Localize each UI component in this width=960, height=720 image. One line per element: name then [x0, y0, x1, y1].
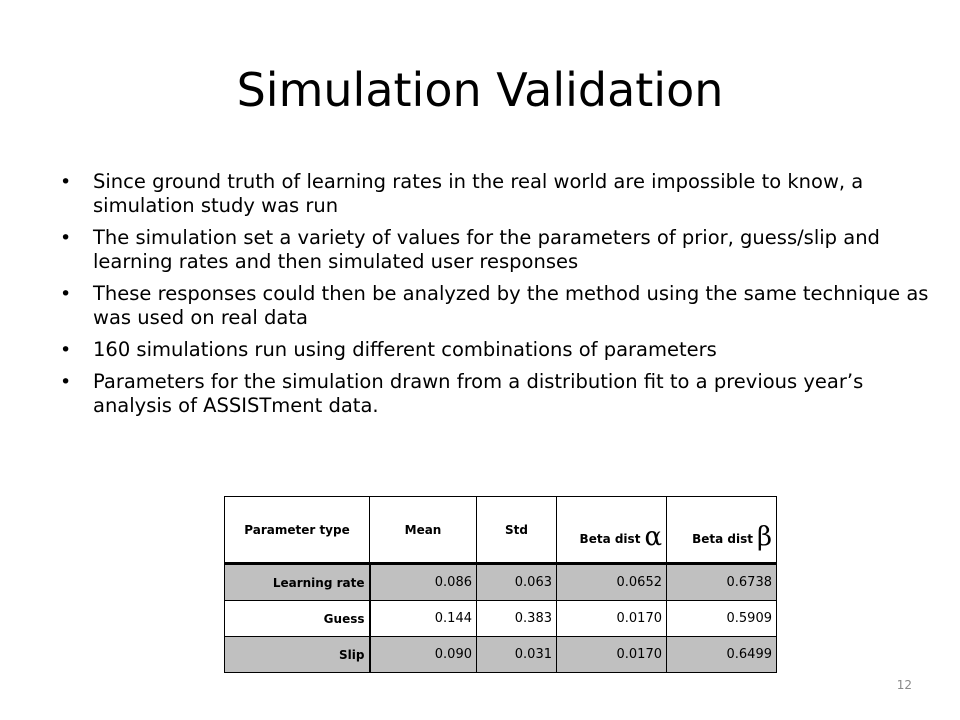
header-beta-beta-label: Beta dist: [692, 532, 753, 546]
bullet-text: 160 simulations run using different combinations of parameters: [93, 338, 717, 361]
table-header-row: [225, 497, 777, 564]
alpha-symbol: α: [644, 522, 662, 552]
cell-beta-beta: 0.5909: [667, 601, 777, 637]
row-parameter-name: Learning rate: [225, 564, 370, 601]
cell-beta-alpha: 0.0652: [557, 564, 667, 601]
header-parameter-type: Parameter type: [225, 497, 370, 564]
beta-symbol: β: [756, 522, 772, 552]
cell-beta-beta: 0.6738: [667, 564, 777, 601]
cell-beta-alpha: 0.0170: [557, 637, 667, 673]
bullet-item: [60, 170, 940, 218]
header-beta-beta: [667, 497, 777, 564]
bullet-text: The simulation set a variety of values for the parameters of prior, guess/slip and learning rates and then simulated user responses: [93, 226, 880, 273]
cell-beta-beta: 0.6499: [667, 637, 777, 673]
table-row: [225, 637, 777, 673]
cell-mean: 0.090: [370, 637, 477, 673]
table-row: [225, 564, 777, 601]
bullet-list: [60, 170, 940, 426]
bullet-item: [60, 226, 940, 274]
cell-beta-alpha: 0.0170: [557, 601, 667, 637]
row-parameter-name: Guess: [225, 601, 370, 637]
header-beta-alpha-label: Beta dist: [579, 532, 641, 546]
cell-mean: 0.144: [370, 601, 477, 637]
slide-title: Simulation Validation: [236, 63, 724, 117]
bullet-item: [60, 338, 940, 362]
bullet-marker: •: [60, 339, 72, 361]
header-std: Std: [477, 497, 557, 564]
bullet-text: Parameters for the simulation drawn from a distribution fit to a previous year’s analysis of ASSISTment data.: [93, 370, 864, 417]
table-row: [225, 601, 777, 637]
bullet-item: [60, 370, 940, 418]
page-number: 12: [896, 678, 912, 692]
row-parameter-name: Slip: [225, 637, 370, 673]
bullet-item: [60, 282, 940, 330]
bullet-marker: •: [60, 171, 72, 193]
header-mean: Mean: [370, 497, 477, 564]
bullet-text: These responses could then be analyzed by the method using the same technique as was used on real data: [93, 282, 929, 329]
bullet-marker: •: [60, 283, 72, 305]
bullet-marker: •: [60, 371, 72, 393]
bullet-marker: •: [60, 227, 72, 249]
cell-std: 0.031: [477, 637, 557, 673]
cell-std: 0.063: [477, 564, 557, 601]
cell-std: 0.383: [477, 601, 557, 637]
header-beta-alpha: [557, 497, 667, 564]
cell-mean: 0.086: [370, 564, 477, 601]
bullet-text: Since ground truth of learning rates in the real world are impossible to know, a simulation study was run: [93, 170, 864, 217]
parameter-table: [224, 496, 777, 673]
